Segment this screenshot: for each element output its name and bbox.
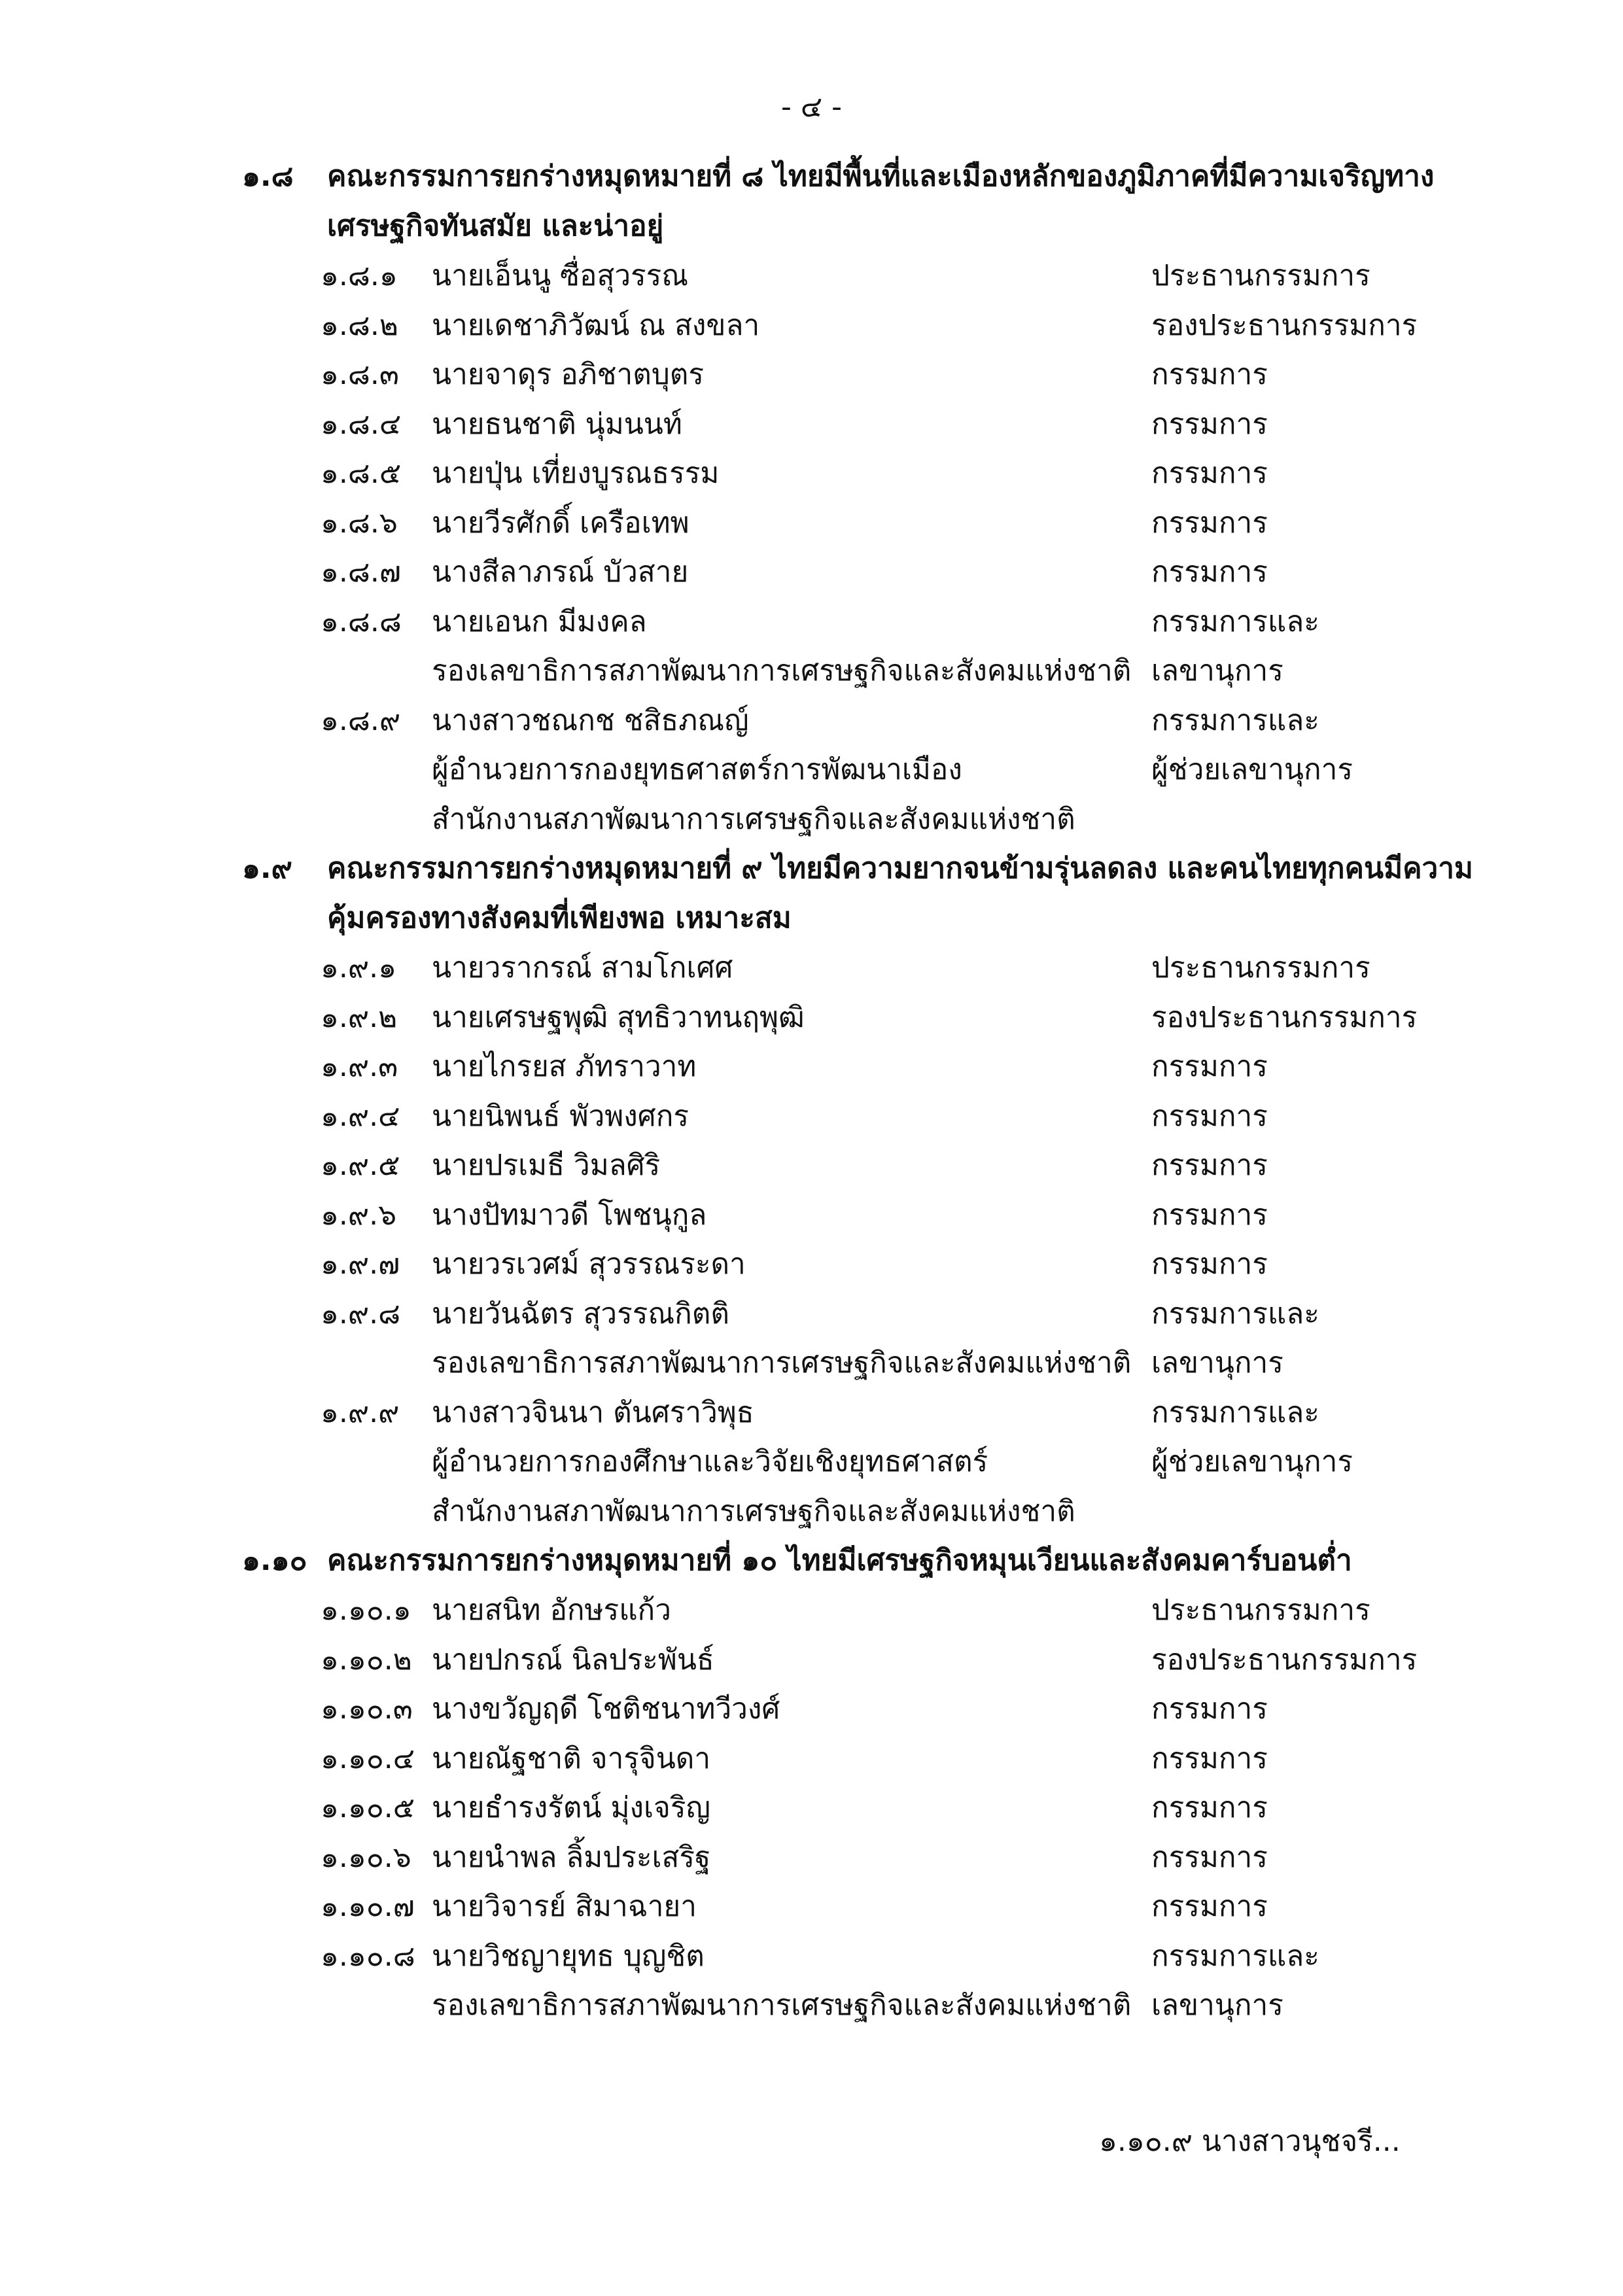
member-row: [0, 400, 1623, 449]
member-name: นายวิจารย์ สิมาฉายา: [432, 1890, 697, 1923]
member-number: ๑.๑๐.๖: [321, 1840, 411, 1874]
member-row: [0, 1338, 1623, 1388]
member-row: [0, 1191, 1623, 1240]
member-number: ๑.๘.๓: [321, 358, 399, 391]
member-row: [0, 1289, 1623, 1339]
member-name: นายสนิท อักษรแก้ว: [432, 1593, 671, 1627]
member-row: [0, 1635, 1623, 1685]
member-role: ผู้ช่วยเลขานุการ: [1151, 753, 1353, 786]
member-number: ๑.๑๐.๒: [321, 1643, 412, 1677]
member-role: กรรมการ: [1151, 457, 1268, 490]
member-role: กรรมการ: [1151, 1149, 1268, 1182]
member-row: [0, 993, 1623, 1043]
member-name: นายจาดุร อภิชาตบุตร: [432, 358, 704, 391]
member-name: นายนิพนธ์ พัวพงศกร: [432, 1099, 689, 1133]
page-number: - ๔ -: [780, 90, 843, 124]
member-name: นายเอนก มีมงคล: [432, 604, 647, 638]
member-row: [0, 1981, 1623, 2030]
section-title: คณะกรรมการยกร่างหมุดหมายที่ ๑๐ ไทยมีเศรษฐกิจหมุนเวียนและสังคมคาร์บอนต่ำ: [327, 1544, 1352, 1577]
member-position: ผู้อำนวยการกองศึกษาและวิจัยเชิงยุทธศาสตร์: [432, 1445, 988, 1478]
member-name: นายณัฐชาติ จารุจินดา: [432, 1741, 711, 1775]
member-name: นายเดชาภิวัฒน์ ณ สงขลา: [432, 308, 760, 342]
member-position: รองเลขาธิการสภาพัฒนาการเศรษฐกิจและสังคมแห่งชาติ: [432, 1346, 1132, 1380]
member-role: กรรมการและ: [1151, 604, 1319, 638]
member-role: กรรมการ: [1151, 555, 1268, 589]
member-role: กรรมการและ: [1151, 1939, 1319, 1973]
member-role: ประธานกรรมการ: [1151, 951, 1370, 984]
member-name: นายปกรณ์ นิลประพันธ์: [432, 1643, 714, 1677]
member-number: ๑.๑๐.๓: [321, 1692, 413, 1726]
member-list: [0, 943, 1623, 1536]
member-position: รองเลขาธิการสภาพัฒนาการเศรษฐกิจและสังคมแห่งชาติ: [432, 1989, 1132, 2022]
member-name: นางขวัญฤดี โชติชนาทวีวงศ์: [432, 1692, 780, 1726]
section-number: ๑.๙: [242, 852, 292, 885]
member-name: นายวีรศักดิ์ เครือเทพ: [432, 506, 689, 540]
member-name: นายไกรยส ภัทราวาท: [432, 1050, 697, 1083]
member-name: นายวิชญายุทธ บุญชิต: [432, 1939, 705, 1973]
member-row: [0, 1734, 1623, 1784]
member-role: ประธานกรรมการ: [1151, 1593, 1370, 1627]
member-number: ๑.๙.๘: [321, 1296, 401, 1331]
member-name: นายวันฉัตร สุวรรณกิตติ: [432, 1296, 729, 1331]
section-heading: [0, 152, 1623, 251]
member-role: กรรมการและ: [1151, 703, 1319, 737]
member-name: นายธำรงรัตน์ มุ่งเจริญ: [432, 1791, 710, 1824]
member-number: ๑.๙.๒: [321, 1000, 398, 1034]
continuation-text: ๑.๑๐.๙ นางสาวนุชจรี...: [1099, 2125, 1401, 2158]
member-row: [0, 943, 1623, 993]
member-row: [0, 1684, 1623, 1734]
member-position: รองเลขาธิการสภาพัฒนาการเศรษฐกิจและสังคมแห่งชาติ: [432, 654, 1132, 687]
member-row: [0, 350, 1623, 400]
member-role: รองประธานกรรมการ: [1151, 1643, 1418, 1677]
member-row: [0, 1586, 1623, 1635]
member-row: [0, 597, 1623, 647]
member-name: นายเศรษฐพุฒิ สุทธิวาทนฤพุฒิ: [432, 1000, 805, 1034]
member-role: เลขานุการ: [1151, 654, 1283, 687]
member-role: กรรมการ: [1151, 1791, 1268, 1824]
document-body: [0, 152, 1623, 2030]
member-position: ผู้อำนวยการกองยุทธศาสตร์การพัฒนาเมือง: [432, 753, 962, 786]
member-name: นายธนชาติ นุ่มนนท์: [432, 407, 682, 441]
member-position: สำนักงานสภาพัฒนาการเศรษฐกิจและสังคมแห่งชาติ: [432, 802, 1075, 836]
member-number: ๑.๘.๒: [321, 308, 398, 342]
member-name: นางปัทมาวดี โพชนุกูล: [432, 1198, 707, 1232]
member-position: สำนักงานสภาพัฒนาการเศรษฐกิจและสังคมแห่งชาติ: [432, 1494, 1075, 1528]
member-role: กรรมการ: [1151, 1692, 1268, 1726]
member-row: [0, 1932, 1623, 1981]
member-number: ๑.๙.๓: [321, 1050, 398, 1083]
member-name: นายวรเวศม์ สุวรรณระดา: [432, 1247, 746, 1281]
member-name: นายนำพล ลิ้มประเสริฐ: [432, 1840, 711, 1874]
member-role: รองประธานกรรมการ: [1151, 1000, 1418, 1034]
member-row: [0, 1487, 1623, 1537]
member-row: [0, 1783, 1623, 1833]
member-row: [0, 449, 1623, 498]
member-role: กรรมการและ: [1151, 1395, 1319, 1429]
member-number: ๑.๑๐.๑: [321, 1593, 411, 1627]
member-row: [0, 548, 1623, 597]
member-row: [0, 696, 1623, 746]
member-row: [0, 1141, 1623, 1191]
member-row: [0, 745, 1623, 795]
member-role: กรรมการและ: [1151, 1296, 1319, 1331]
member-row: [0, 1437, 1623, 1487]
member-number: ๑.๘.๘: [321, 604, 402, 638]
member-role: กรรมการ: [1151, 1198, 1268, 1232]
member-name: นางสีลาภรณ์ บัวสาย: [432, 555, 689, 589]
member-row: [0, 1240, 1623, 1289]
section-number: ๑.๘: [242, 160, 294, 193]
member-row: [0, 251, 1623, 301]
member-role: เลขานุการ: [1151, 1989, 1283, 2022]
member-role: กรรมการ: [1151, 1099, 1268, 1133]
member-role: กรรมการ: [1151, 1050, 1268, 1083]
member-list: [0, 251, 1623, 844]
member-row: [0, 1882, 1623, 1932]
member-role: กรรมการ: [1151, 1741, 1268, 1775]
member-role: กรรมการ: [1151, 358, 1268, 391]
member-number: ๑.๑๐.๗: [321, 1890, 415, 1923]
section-heading: [0, 844, 1623, 943]
member-role: กรรมการ: [1151, 1247, 1268, 1281]
member-number: ๑.๙.๔: [321, 1099, 400, 1133]
member-number: ๑.๘.๗: [321, 555, 401, 589]
member-number: ๑.๘.๔: [321, 407, 402, 441]
member-row: [0, 1833, 1623, 1883]
member-role: รองประธานกรรมการ: [1151, 308, 1418, 342]
member-list: [0, 1586, 1623, 2030]
section-number: ๑.๑๐: [242, 1544, 307, 1577]
member-role: เลขานุการ: [1151, 1346, 1283, 1380]
member-role: กรรมการ: [1151, 407, 1268, 441]
member-number: ๑.๑๐.๔: [321, 1741, 415, 1775]
member-name: นางสาวจินนา ตันศราวิพุธ: [432, 1395, 754, 1429]
member-row: [0, 301, 1623, 351]
member-number: ๑.๑๐.๘: [321, 1939, 415, 1973]
member-role: กรรมการ: [1151, 1840, 1268, 1874]
section-title: คณะกรรมการยกร่างหมุดหมายที่ ๘ ไทยมีพื้นที่และเมืองหลักของภูมิภาคที่มีความเจริญทางเศรษฐกิจทันสมัย และน่าอยู่: [327, 160, 1435, 243]
member-number: ๑.๘.๑: [321, 259, 398, 292]
member-role: กรรมการ: [1151, 506, 1268, 540]
member-name: นายวรากรณ์ สามโกเศศ: [432, 951, 733, 984]
member-row: [0, 1042, 1623, 1092]
member-number: ๑.๘.๕: [321, 457, 402, 490]
member-role: ประธานกรรมการ: [1151, 259, 1370, 292]
member-number: ๑.๙.๑: [321, 951, 397, 984]
member-name: นางสาวชณกช ชสิธภณญ์: [432, 703, 749, 737]
member-number: ๑.๘.๖: [321, 506, 398, 540]
member-row: [0, 646, 1623, 696]
member-name: นายปรเมธี วิมลศิริ: [432, 1149, 661, 1182]
section-title: คณะกรรมการยกร่างหมุดหมายที่ ๙ ไทยมีความยากจนข้ามรุ่นลดลง และคนไทยทุกคนมีความคุ้มครองทางสังคมที่เพียงพอ เหมาะสม: [327, 852, 1473, 935]
member-role: ผู้ช่วยเลขานุการ: [1151, 1445, 1353, 1478]
member-row: [0, 795, 1623, 844]
member-row: [0, 1388, 1623, 1438]
member-role: กรรมการ: [1151, 1890, 1268, 1923]
member-number: ๑.๙.๗: [321, 1247, 400, 1281]
member-number: ๑.๙.๙: [321, 1395, 400, 1429]
member-name: นายเอ็นนู ซื่อสุวรรณ: [432, 259, 689, 292]
section-heading: [0, 1536, 1623, 1586]
member-name: นายปุ่น เที่ยงบูรณธรรม: [432, 457, 720, 490]
member-number: ๑.๙.๕: [321, 1149, 400, 1182]
member-number: ๑.๑๐.๕: [321, 1791, 415, 1824]
member-number: ๑.๘.๙: [321, 703, 401, 737]
member-number: ๑.๙.๖: [321, 1198, 397, 1232]
member-row: [0, 1092, 1623, 1141]
member-row: [0, 498, 1623, 548]
